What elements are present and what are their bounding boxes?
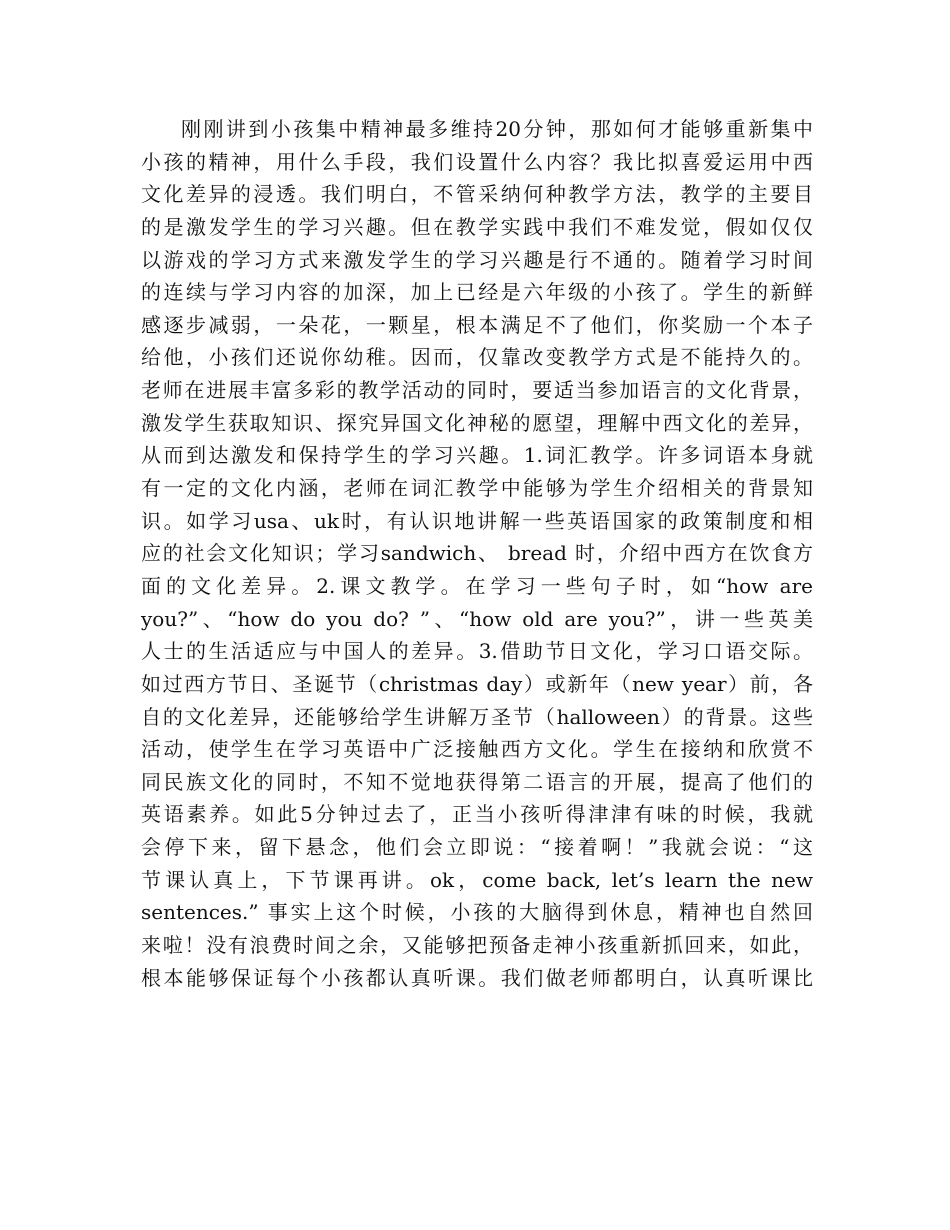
text-line: sentences.” 事实上这个时候，小孩的大脑得到休息，精神也自然回 [141,900,813,925]
text-line: 感逐步减弱，一朵花，一颗星，根本满足不了他们，你奖励一个本子 [141,312,813,337]
text-line: 老师在进展丰富多彩的教学活动的同时，要适当参加语言的文化背景， [141,378,813,403]
text-line: 激发学生获取知识、探究异国文化神秘的愿望，理解中西文化的差异， [141,410,813,435]
text-line: 小孩的精神，用什么手段，我们设置什么内容？我比拟喜爱运用中西 [141,149,813,174]
text-line: 面的文化差异。2.课文教学。在学习一些句子时，如“how are [141,573,813,598]
text-line: 的是激发学生的学习兴趣。但在教学实践中我们不难发觉，假如仅仅 [141,214,813,239]
text-line: 文化差异的浸透。我们明白，不管采纳何种教学方法，教学的主要目 [141,182,813,207]
text-line: 刚刚讲到小孩集中精神最多维持20分钟，那如何才能够重新集中 [181,117,813,141]
body-paragraph [141,113,813,994]
text-line: 活动，使学生在学习英语中广泛接触西方文化。学生在接纳和欣赏不 [141,737,813,762]
text-line: 以游戏的学习方式来激发学生的学习兴趣是行不通的。随着学习时间 [141,247,813,272]
text-line: 从而到达激发和保持学生的学习兴趣。1.词汇教学。许多词语本身就 [141,443,813,468]
text-line: 会停下来，留下悬念，他们会立即说：“接着啊！”我就会说：“这 [141,835,813,860]
text-line: 的连续与学习内容的加深，加上已经是六年级的小孩了。学生的新鲜 [141,280,813,305]
text-line: 人士的生活适应与中国人的差异。3.借助节日文化，学习口语交际。 [141,639,813,664]
text-line: 节课认真上，下节课再讲。ok，come back, let’s learn the new [141,867,813,892]
text-line: 如过西方节日、圣诞节（christmas day）或新年（new year）前，各 [141,671,813,696]
text-line: you?”、“how do you do? ”、“how old are you?”，讲一些英美 [141,606,813,631]
text-line: 识。如学习usa、uk时，有认识地讲解一些英语国家的政策制度和相 [141,508,813,533]
text-line: 同民族文化的同时，不知不觉地获得第二语言的开展，提高了他们的 [141,769,813,794]
text-line: 根本能够保证每个小孩都认真听课。我们做老师都明白，认真听课比 [141,965,813,990]
text-line: 给他，小孩们还说你幼稚。因而，仅靠改变教学方式是不能持久的。 [141,345,813,370]
text-line: 来啦！没有浪费时间之余，又能够把预备走神小孩重新抓回来，如此， [141,933,813,958]
text-line: 应的社会文化知识；学习sandwich、 bread 时，介绍中西方在饮食方 [141,541,813,566]
text-line: 有一定的文化内涵，老师在词汇教学中能够为学生介绍相关的背景知 [141,476,813,501]
text-line: 英语素养。如此5分钟过去了，正当小孩听得津津有味的时候，我就 [141,802,813,827]
text-line: 自的文化差异，还能够给学生讲解万圣节（halloween）的背景。这些 [141,704,813,729]
